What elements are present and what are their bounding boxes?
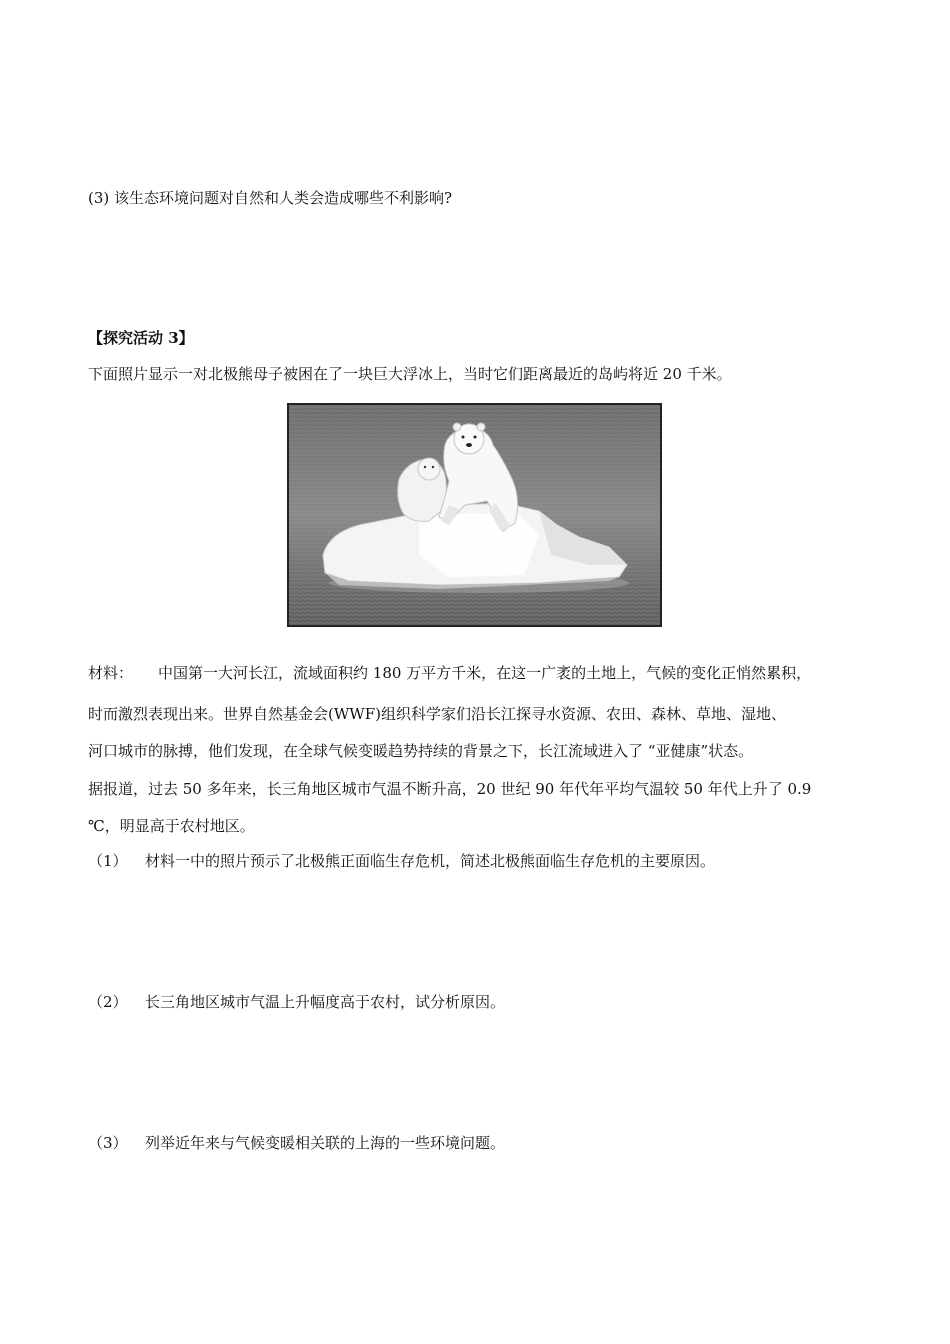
polar-bear-photo — [287, 403, 662, 627]
activity-title: 【探究活动 3】 — [88, 329, 194, 347]
question-1-text: 材料一中的照片预示了北极熊正面临生存危机，简述北极熊面临生存危机的主要原因。 — [145, 852, 716, 870]
previous-question-3: (3) 该生态环境问题对自然和人类会造成哪些不利影响? — [88, 189, 453, 207]
question-3-number: （3） — [88, 1134, 128, 1152]
question-2-text: 长三角地区城市气温上升幅度高于农村，试分析原因。 — [145, 993, 506, 1011]
material-text-1: 中国第一大河长江，流域面积约 180 万平方千米，在这一广袤的土地上，气候的变化正悄然累积， — [158, 664, 812, 682]
question-2-number: （2） — [88, 993, 128, 1011]
material-line-5: ℃，明显高于农村地区。 — [88, 817, 255, 835]
material-line-2: 时而激烈表现出来。世界自然基金会(WWF)组织科学家们沿长江探寻水资源、农田、森林、草地、湿地、 — [88, 705, 786, 723]
question-3-text: 列举近年来与气候变暖相关联的上海的一些环境问题。 — [145, 1134, 506, 1152]
question-2 — [88, 992, 505, 1012]
material-line-1 — [88, 663, 811, 683]
question-1 — [88, 851, 715, 871]
material-line-3: 河口城市的脉搏，他们发现，在全球气候变暖趋势持续的背景之下，长江流域进入了 “亚健康”状态。 — [88, 742, 754, 760]
material-line-4: 据报道，过去 50 多年来，长三角地区城市气温不断升高，20 世纪 90 年代年平均气温较 50 年代上升了 0.9 — [88, 780, 812, 798]
material-label: 材料： — [88, 664, 134, 682]
question-1-number: （1） — [88, 852, 128, 870]
polar-bear-on-ice-image — [289, 405, 660, 625]
activity-intro: 下面照片显示一对北极熊母子被困在了一块巨大浮冰上，当时它们距离最近的岛屿将近 20 千米。 — [88, 365, 732, 383]
question-3 — [88, 1133, 505, 1153]
